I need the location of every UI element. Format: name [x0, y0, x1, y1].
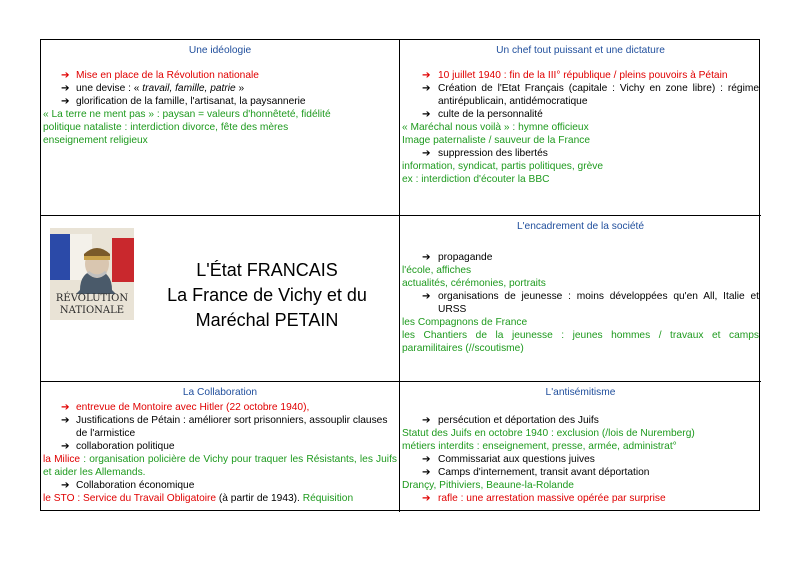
note: Image paternaliste / sauveur de la France	[402, 135, 591, 146]
bullet	[402, 251, 759, 264]
arrow-icon: ➔	[61, 96, 70, 107]
bullet	[43, 82, 397, 95]
arrow-icon: ➔	[422, 70, 431, 81]
bullet	[402, 466, 759, 479]
note: « Maréchal nous voilà » : hymne officieux	[402, 122, 589, 133]
bullet	[402, 147, 759, 160]
bullet-text: une devise : « travail, famille, patrie »	[76, 83, 245, 94]
bullet-text: collaboration politique	[76, 441, 175, 452]
cell-collaboration	[41, 382, 400, 512]
note: Drançy, Pithiviers, Beaune-la-Rolande	[402, 480, 574, 491]
note: l'école, affiches	[402, 265, 472, 276]
note: ex : interdiction d'écouter la BBC	[402, 174, 550, 185]
bullet-text: Justifications de Pétain : améliorer sort prisonniers, assouplir clauses de l'armistice	[76, 415, 388, 439]
note: la Milice : organisation policière de Vichy pour traquer les Résistants, les Juifs et aider les Allemands.	[43, 454, 397, 478]
cell-chef	[400, 40, 761, 216]
arrow-icon: ➔	[422, 467, 431, 478]
arrow-icon: ➔	[422, 148, 431, 159]
arrow-icon: ➔	[61, 441, 70, 452]
bullet-text: entrevue de Montoire avec Hitler (22 octobre 1940),	[76, 402, 310, 413]
bullet	[43, 440, 397, 453]
heading-antisemitisme: L'antisémitisme	[545, 387, 616, 398]
bullet-text: Camps d'internement, transit avant déportation	[438, 467, 650, 478]
bullet-text: culte de la personnalité	[438, 109, 543, 120]
poster-image	[50, 228, 134, 320]
heading-ideologie: Une idéologie	[188, 45, 252, 56]
note: métiers interdits : enseignement, presse, armée, administrat°	[402, 441, 677, 452]
bullet	[43, 414, 397, 440]
cell-title	[41, 216, 400, 382]
arrow-icon: ➔	[422, 291, 431, 302]
title-line-1: L'État FRANCAIS	[196, 260, 338, 280]
arrow-icon: ➔	[61, 70, 70, 81]
arrow-icon: ➔	[422, 109, 431, 120]
bullet	[402, 82, 759, 108]
arrow-icon: ➔	[422, 493, 431, 504]
note: enseignement religieux	[43, 135, 148, 146]
bullet	[402, 69, 759, 82]
poster-text-2: NATIONALE	[59, 305, 125, 316]
bullet-text: suppression des libertés	[438, 148, 548, 159]
bullet	[43, 479, 397, 492]
summary-table	[40, 39, 760, 511]
bullet-text: Collaboration économique	[76, 480, 195, 491]
bullet-text: rafle : une arrestation massive opérée par surprise	[438, 493, 666, 504]
poster-text-1: RÉVOLUTION	[55, 293, 129, 304]
bullet-text: organisations de jeunesse : moins développées qu'en All, Italie et URSS	[438, 291, 759, 315]
heading-chef: Un chef tout puissant et une dictature	[496, 45, 665, 56]
bullet	[402, 492, 759, 505]
bullet	[43, 69, 397, 82]
note: Statut des Juifs en octobre 1940 : exclusion (/lois de Nuremberg)	[402, 428, 695, 439]
cell-ideologie	[41, 40, 400, 216]
bullet-text: Commissariat aux questions juives	[438, 454, 595, 465]
bullet	[402, 108, 759, 121]
heading-collaboration: La Collaboration	[182, 387, 258, 398]
cell-encadrement	[400, 216, 761, 382]
note: politique nataliste : interdiction divorce, fête des mères	[43, 122, 289, 133]
bullet-text: Mise en place de la Révolution nationale	[76, 70, 259, 81]
bullet	[402, 453, 759, 466]
bullet	[43, 95, 397, 108]
arrow-icon: ➔	[61, 480, 70, 491]
arrow-icon: ➔	[422, 415, 431, 426]
title-line-2: La France de Vichy et du	[167, 285, 367, 305]
revolution-nationale-poster	[50, 228, 134, 320]
bullet	[402, 290, 759, 316]
note: information, syndicat, partis politiques, grève	[402, 161, 604, 172]
main-title	[142, 258, 392, 333]
bullet	[402, 414, 759, 427]
bullet-text: Création de l'Etat Français (capitale : Vichy en zone libre) : régime antirépublicain, antidémocratique	[438, 83, 759, 107]
heading-encadrement: L'encadrement de la société	[516, 221, 645, 232]
bullet-text: 10 juillet 1940 : fin de la III° république / pleins pouvoirs à Pétain	[438, 70, 728, 81]
arrow-icon: ➔	[61, 402, 70, 413]
note: « La terre ne ment pas » : paysan = valeurs d'honnêteté, fidélité	[43, 109, 331, 120]
note: le STO : Service du Travail Obligatoire (à partir de 1943). Réquisition	[43, 493, 354, 504]
note: les Compagnons de France	[402, 317, 528, 328]
cell-antisemitisme	[400, 382, 761, 512]
note: actualités, cérémonies, portraits	[402, 278, 546, 289]
arrow-icon: ➔	[422, 83, 431, 94]
arrow-icon: ➔	[61, 83, 70, 94]
note: les Chantiers de la jeunesse : jeunes hommes / travaux et camps paramilitaires (//scoutisme)	[402, 330, 759, 354]
bullet-text: propagande	[438, 252, 493, 263]
bullet-text: glorification de la famille, l'artisanat, la paysannerie	[76, 96, 306, 107]
title-line-3: Maréchal PETAIN	[195, 310, 339, 330]
bullet-text: persécution et déportation des Juifs	[438, 415, 599, 426]
arrow-icon: ➔	[422, 252, 431, 263]
arrow-icon: ➔	[61, 415, 70, 426]
bullet	[43, 401, 397, 414]
arrow-icon: ➔	[422, 454, 431, 465]
